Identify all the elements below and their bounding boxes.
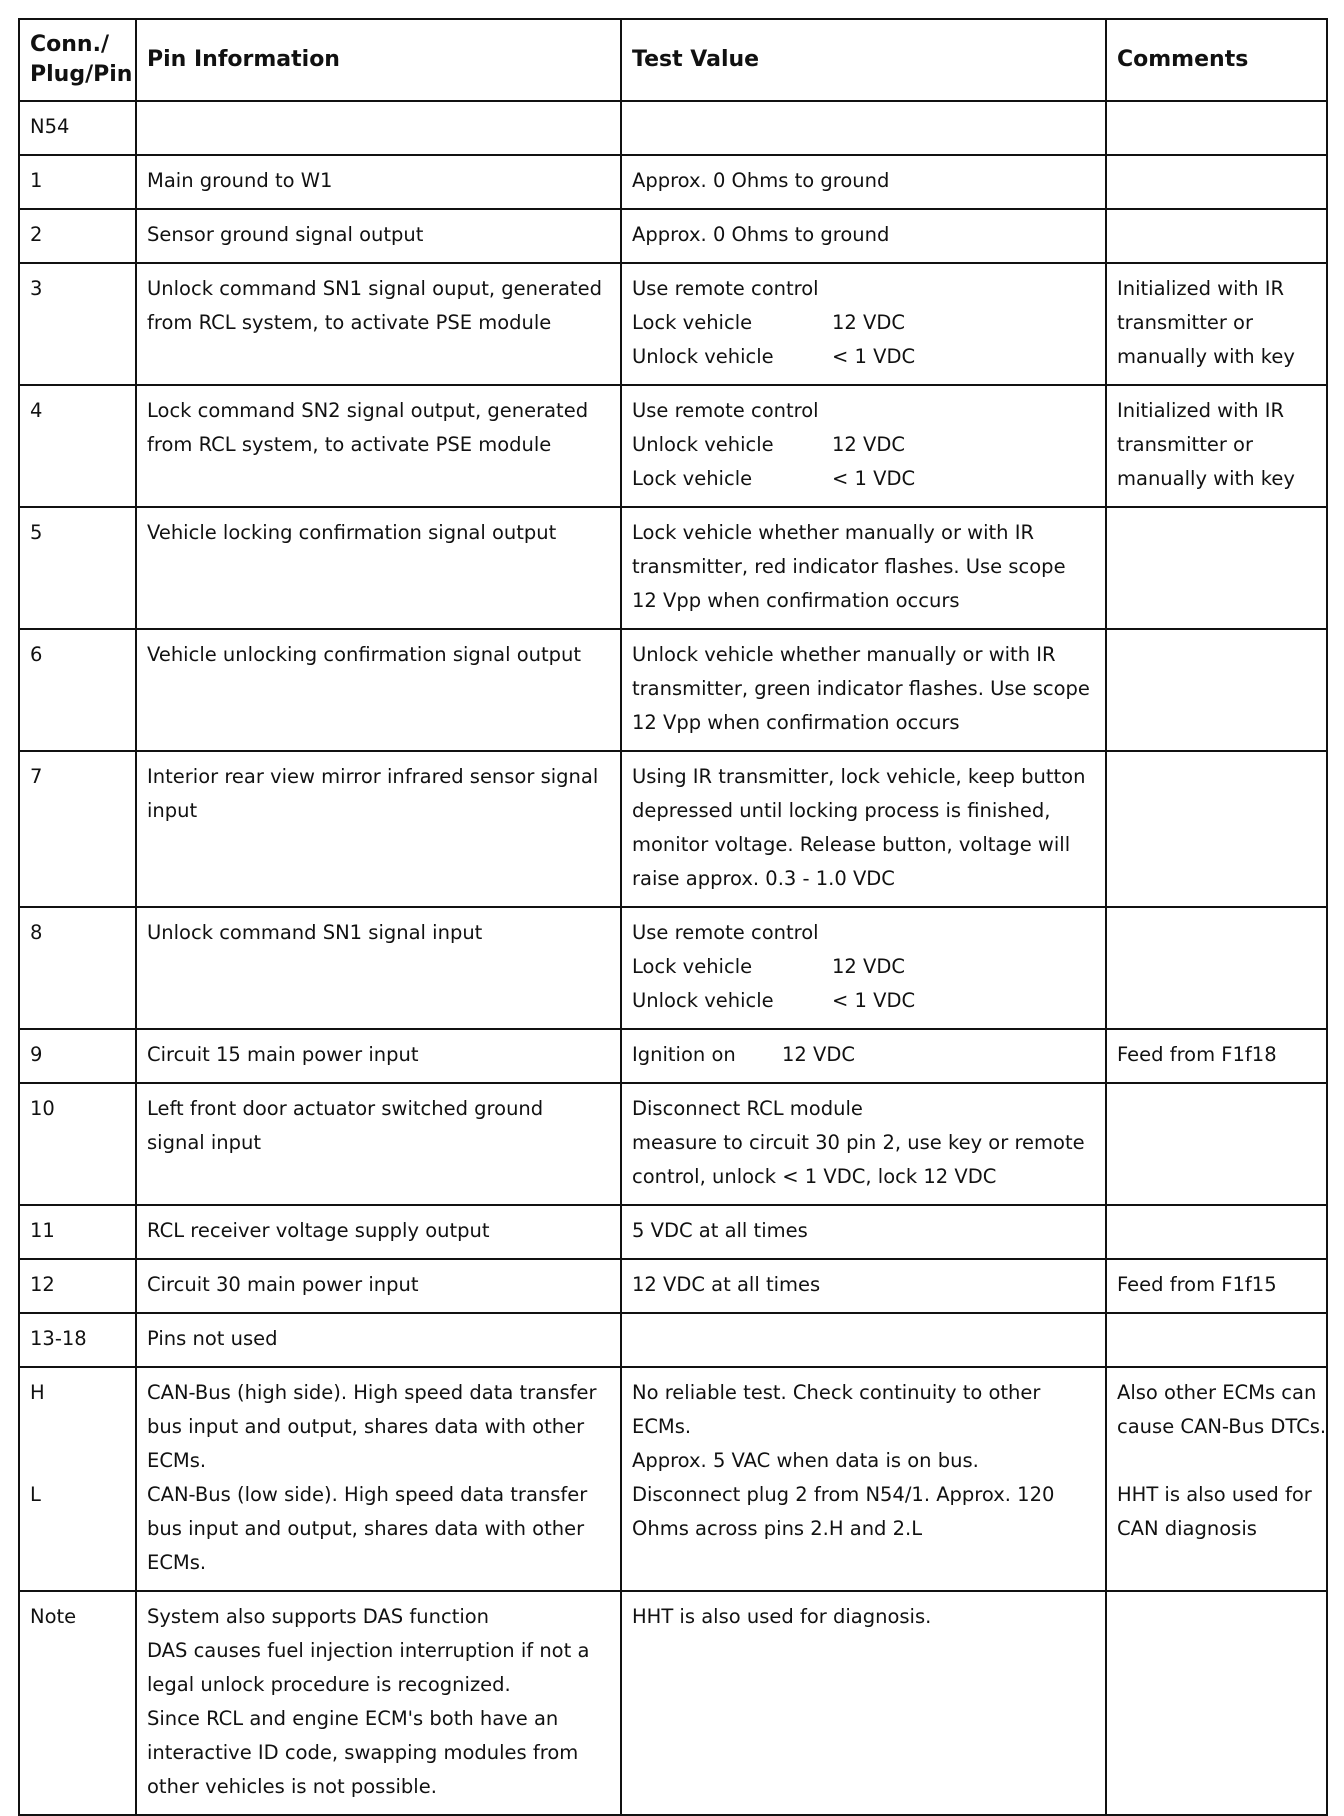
pin-info-line: CAN-Bus (high side). High speed data transfer [147,1381,597,1404]
pin-info-cell [136,751,621,907]
test-value-line: Using IR transmitter, lock vehicle, keep button [632,765,1086,788]
test-value-line: Use remote control [632,277,819,300]
pin-info-line: DAS causes fuel injection interruption if not a [147,1639,590,1662]
pin-info-cell: Main ground to W1 [136,155,621,209]
comments-cell [1106,155,1327,209]
test-reading: < 1 VDC [832,989,916,1012]
test-value-line: 12 Vpp when confirmation occurs [632,589,960,612]
pin-info-cell [136,1083,621,1205]
pin-info-line: System also supports DAS function [147,1605,490,1628]
test-value-pair [632,428,1095,462]
test-reading: 12 VDC [782,1043,855,1066]
test-value-cell [621,1313,1106,1367]
pin-l: L [30,1483,41,1506]
table-row [19,507,1327,629]
table-row-can-bus [19,1367,1327,1591]
table-row [19,263,1327,385]
pin-info-cell [136,1367,621,1591]
test-condition: Unlock vehicle [632,345,774,368]
pin-info-line: other vehicles is not possible. [147,1775,437,1798]
table-row [19,209,1327,263]
pin-cell: 6 [19,629,136,751]
test-reading: 12 VDC [832,311,905,334]
test-condition: Unlock vehicle [632,989,774,1012]
pin-info-line: Unlock command SN1 signal ouput, generated [147,277,602,300]
test-value-pair [632,984,1095,1018]
test-value-line: ECMs. [632,1415,692,1438]
table-row-note [19,1591,1327,1815]
test-value-line: 12 Vpp when confirmation occurs [632,711,960,734]
test-value-cell: 12 VDC at all times [621,1259,1106,1313]
pin-info-cell: Sensor ground signal output [136,209,621,263]
spacer [1117,1444,1316,1478]
test-value-cell: HHT is also used for diagnosis. [621,1591,1106,1815]
pin-cell: 12 [19,1259,136,1313]
test-value-pair [632,340,1095,374]
pin-info-line: bus input and output, shares data with other [147,1415,585,1438]
comments-cell [1106,1205,1327,1259]
pin-info-line: Since RCL and engine ECM's both have an [147,1707,559,1730]
pin-info-line: bus input and output, shares data with other [147,1517,585,1540]
comment-line: CAN diagnosis [1117,1517,1257,1540]
connector-cell: N54 [19,101,136,155]
comment-line: HHT is also used for [1117,1483,1312,1506]
comments-cell [1106,1083,1327,1205]
test-value-cell [621,751,1106,907]
test-value-cell: Approx. 0 Ohms to ground [621,155,1106,209]
pin-cell: 4 [19,385,136,507]
test-condition: Ignition on [632,1043,736,1066]
pin-info-cell [136,1591,621,1815]
pin-cell: Note [19,1591,136,1815]
comments-cell [1106,1367,1327,1591]
pin-info-line: Interior rear view mirror infrared sensor signal [147,765,599,788]
pin-info-line: CAN-Bus (low side). High speed data transfer [147,1483,588,1506]
pin-info-line: signal input [147,1131,262,1154]
test-value-cell [621,385,1106,507]
comments-cell [1106,629,1327,751]
pin-cell: 10 [19,1083,136,1205]
pin-info-cell: Pins not used [136,1313,621,1367]
test-value-line: transmitter, red indicator flashes. Use scope [632,555,1066,578]
comments-cell [1106,507,1327,629]
comment-line: Initialized with IR [1117,399,1285,422]
test-value-pair [632,1038,1095,1072]
comments-cell: Feed from F1f15 [1106,1259,1327,1313]
test-value-line: transmitter, green indicator flashes. Use scope [632,677,1090,700]
test-value-pair [632,306,1095,340]
pin-cell: 7 [19,751,136,907]
pin-info-line: legal unlock procedure is recognized. [147,1673,511,1696]
test-value-cell [621,1029,1106,1083]
comments-cell [1106,263,1327,385]
table-row [19,1313,1327,1367]
test-value-line: Use remote control [632,921,819,944]
test-value-cell [621,629,1106,751]
header-conn-plug-pin [19,19,136,101]
test-value-cell [621,507,1106,629]
header-comments: Comments [1106,19,1327,101]
test-value-line: Ohms across pins 2.H and 2.L [632,1517,923,1540]
pin-info-cell: Vehicle locking confirmation signal output [136,507,621,629]
pin-cell [19,1367,136,1591]
test-value-line: raise approx. 0.3 - 1.0 VDC [632,867,895,890]
test-condition: Unlock vehicle [632,433,774,456]
table-row [19,385,1327,507]
test-value-line: monitor voltage. Release button, voltage will [632,833,1071,856]
header-conn-line2: Plug/Pin [30,62,133,87]
test-value-pair [632,462,1095,496]
pin-info-cell [136,263,621,385]
test-value-cell: 5 VDC at all times [621,1205,1106,1259]
comment-line: Also other ECMs can [1117,1381,1317,1404]
comments-cell [1106,751,1327,907]
comments-cell [1106,1591,1327,1815]
test-value-cell [621,1367,1106,1591]
pin-cell: 8 [19,907,136,1029]
pin-info-line: Left front door actuator switched ground [147,1097,544,1120]
comment-line: transmitter or [1117,311,1253,334]
comment-line: Initialized with IR [1117,277,1285,300]
empty-cell [136,101,621,155]
test-value-line: Unlock vehicle whether manually or with IR [632,643,1056,666]
table-row [19,751,1327,907]
pin-cell: 9 [19,1029,136,1083]
pin-info-line: from RCL system, to activate PSE module [147,311,552,334]
test-value-line: No reliable test. Check continuity to other [632,1381,1041,1404]
pin-h: H [30,1381,45,1404]
pin-cell: 2 [19,209,136,263]
comments-cell: Feed from F1f18 [1106,1029,1327,1083]
table-row [19,907,1327,1029]
test-value-line: control, unlock < 1 VDC, lock 12 VDC [632,1165,997,1188]
pin-info-line: ECMs. [147,1449,207,1472]
table-row [19,1205,1327,1259]
test-condition: Lock vehicle [632,311,753,334]
comments-cell [1106,385,1327,507]
comment-line: cause CAN-Bus DTCs. [1117,1415,1327,1438]
pin-info-line: input [147,799,198,822]
pin-info-cell: RCL receiver voltage supply output [136,1205,621,1259]
test-reading: 12 VDC [832,955,905,978]
test-condition: Lock vehicle [632,955,753,978]
pin-cell: 1 [19,155,136,209]
table-row [19,629,1327,751]
pin-info-line: Lock command SN2 signal output, generated [147,399,589,422]
table-row [19,1083,1327,1205]
pin-cell: 11 [19,1205,136,1259]
table-row-connector [19,101,1327,155]
header-test-value: Test Value [621,19,1106,101]
pin-info-cell: Circuit 30 main power input [136,1259,621,1313]
table-row [19,1259,1327,1313]
pin-cell: 3 [19,263,136,385]
test-value-line: measure to circuit 30 pin 2, use key or remote [632,1131,1085,1154]
pin-info-cell: Vehicle unlocking confirmation signal output [136,629,621,751]
header-conn-line1: Conn./ [30,32,109,57]
comment-line: transmitter or [1117,433,1253,456]
comment-line: manually with key [1117,467,1295,490]
test-condition: Lock vehicle [632,467,753,490]
test-value-line: Lock vehicle whether manually or with IR [632,521,1035,544]
pin-info-line: ECMs. [147,1551,207,1574]
test-value-pair [632,950,1095,984]
test-value-line: Disconnect plug 2 from N54/1. Approx. 120 [632,1483,1055,1506]
table-header-row [19,19,1327,101]
table-row [19,1029,1327,1083]
comments-cell [1106,907,1327,1029]
table-row [19,155,1327,209]
test-value-cell [621,263,1106,385]
pin-info-line: from RCL system, to activate PSE module [147,433,552,456]
spacer [30,1410,125,1478]
test-value-line: depressed until locking process is finished, [632,799,1051,822]
test-reading: 12 VDC [832,433,905,456]
pin-info-cell: Circuit 15 main power input [136,1029,621,1083]
test-value-cell [621,1083,1106,1205]
pin-info-line: interactive ID code, swapping modules from [147,1741,579,1764]
header-pin-information: Pin Information [136,19,621,101]
empty-cell [1106,101,1327,155]
test-value-line: Use remote control [632,399,819,422]
empty-cell [621,101,1106,155]
comment-line: manually with key [1117,345,1295,368]
test-value-cell [621,907,1106,1029]
test-value-line: Disconnect RCL module [632,1097,863,1120]
test-reading: < 1 VDC [832,345,916,368]
test-value-line: Approx. 5 VAC when data is on bus. [632,1449,979,1472]
test-value-cell: Approx. 0 Ohms to ground [621,209,1106,263]
pin-info-cell: Unlock command SN1 signal input [136,907,621,1029]
pin-cell: 5 [19,507,136,629]
test-reading: < 1 VDC [832,467,916,490]
pin-cell: 13-18 [19,1313,136,1367]
pin-information-table [18,18,1328,1816]
comments-cell [1106,209,1327,263]
pin-info-cell [136,385,621,507]
comments-cell [1106,1313,1327,1367]
